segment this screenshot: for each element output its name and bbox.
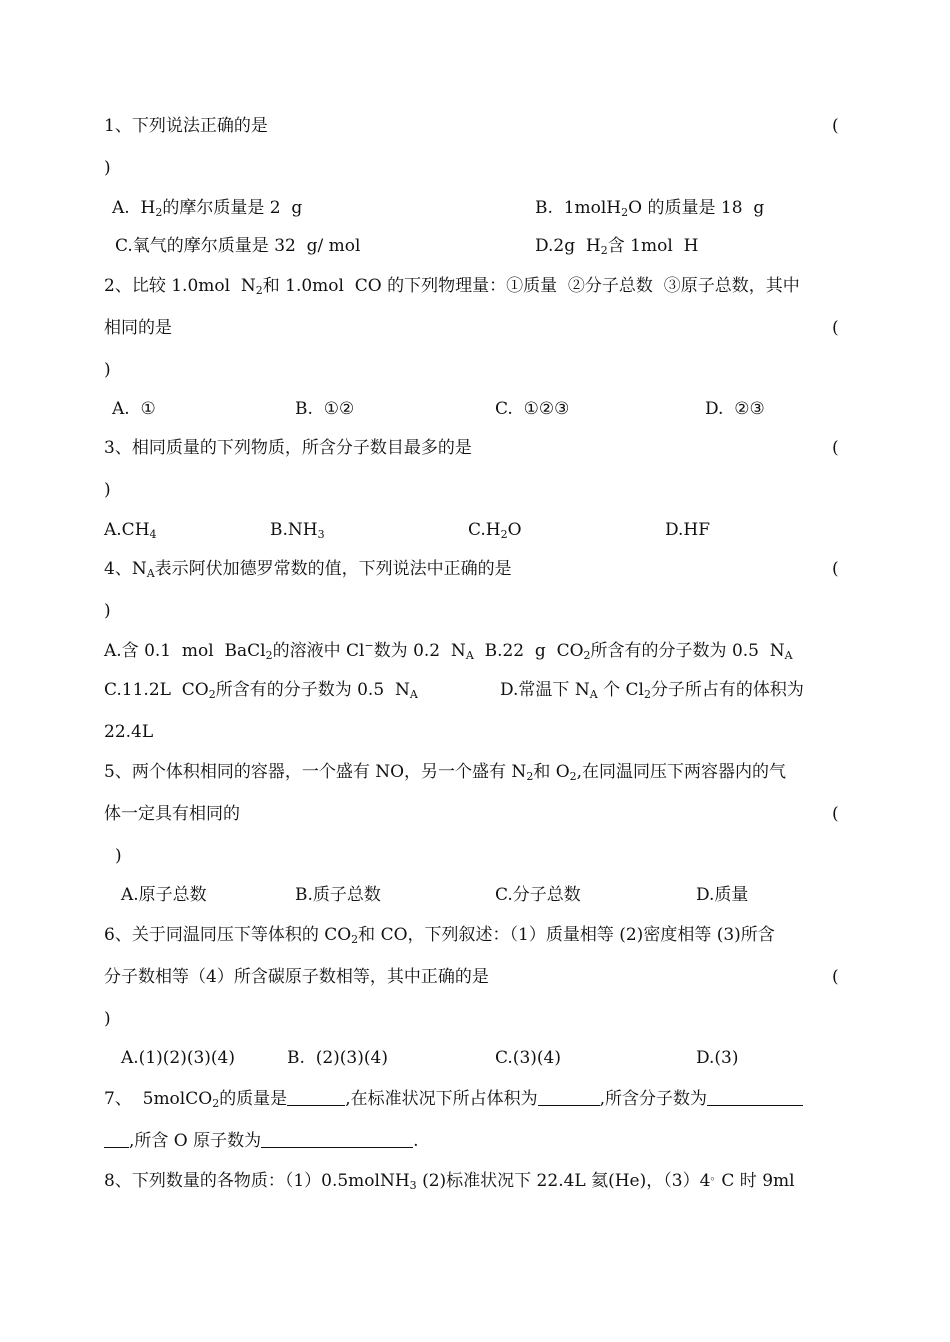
q1-option-b: B. 1molH$_2$O 的质量是 18 g bbox=[535, 198, 765, 219]
q1-option-c: C.氧气的摩尔质量是 32 g/ mol bbox=[115, 236, 361, 256]
q6-open-paren: ( bbox=[832, 967, 839, 987]
q3-option-c: $C.H_2O$ bbox=[468, 520, 522, 541]
q4-stem: 4、$N_A$表示阿伏加德罗常数的值，下列说法中正确的是 bbox=[104, 559, 512, 580]
q7-volume-blank[interactable] bbox=[538, 1089, 600, 1106]
q1-stem: 1、下列说法正确的是 bbox=[104, 116, 268, 136]
q2-option-c: C. ①②③ bbox=[495, 399, 570, 419]
q2-open-paren: ( bbox=[832, 318, 839, 338]
q7-line1: 7、 5molCO$_2$的质量是 ,在标准状况下所占体积为 ,所含分子数为 bbox=[104, 1088, 803, 1110]
q5-stem-line2: 体一定具有相同的 bbox=[104, 804, 240, 824]
q3-stem: 3、相同质量的下列物质，所含分子数目最多的是 bbox=[104, 438, 472, 458]
q1-option-d: D.2g $H_2$含 1mol H bbox=[535, 236, 699, 257]
q5-stem-line1: 5、两个体积相同的容器，一个盛有 NO，另一个盛有 $N_2$和 $O_2$,在同温同压下两容器内的气 bbox=[104, 762, 787, 783]
q1-close-paren: ) bbox=[104, 158, 111, 178]
q7-molecules-blank-cont[interactable] bbox=[104, 1131, 129, 1148]
q1-option-a: A. $H_2$的摩尔质量是 2 g bbox=[112, 198, 303, 219]
q5-close-paren: ) bbox=[115, 846, 122, 866]
q2-option-b: B. ①② bbox=[295, 399, 355, 419]
q4-options-ab: A.含 0.1 mol BaCl$_2$的溶液中 Cl−数为 0.2 $N_A$ B.22 g $CO_2$所含有的分子数为 0.5 $N_A$ bbox=[104, 639, 793, 662]
q5-option-a: A.原子总数 bbox=[121, 885, 207, 905]
q6-stem-line1: 6、关于同温同压下等体积的 $CO_2$和 CO，下列叙述：（1）质量相等 (2)密度相等 (3)所含 bbox=[104, 925, 775, 946]
q6-option-a: A.(1)(2)(3)(4) bbox=[121, 1048, 236, 1068]
q7-molecules-blank[interactable] bbox=[707, 1089, 803, 1106]
q6-option-d: D.(3) bbox=[696, 1048, 739, 1068]
q2-option-a: A. ① bbox=[112, 399, 156, 419]
q3-close-paren: ) bbox=[104, 480, 111, 500]
q2-stem-line1: 2、比较 1.0mol $N_2$和 1.0mol CO 的下列物理量：①质量 ②分子总数 ③原子总数，其中 bbox=[104, 276, 800, 297]
q2-option-d: D. ②③ bbox=[705, 399, 765, 419]
q6-option-b: B. (2)(3)(4) bbox=[287, 1048, 388, 1068]
q5-open-paren: ( bbox=[832, 804, 839, 824]
q5-option-c: C.分子总数 bbox=[495, 885, 581, 905]
q4-close-paren: ) bbox=[104, 601, 111, 621]
q7-oxygen-atoms-blank[interactable] bbox=[261, 1131, 413, 1148]
q4-open-paren: ( bbox=[832, 559, 839, 579]
q3-option-a: $A.CH_4$ bbox=[104, 520, 157, 541]
q3-option-b: $B.NH_3$ bbox=[270, 520, 325, 541]
q7-mass-blank[interactable] bbox=[287, 1089, 345, 1106]
q4-option-d-cont: 22.4L bbox=[104, 722, 154, 742]
q1-open-paren: ( bbox=[832, 116, 839, 136]
q3-option-d: D.HF bbox=[665, 520, 711, 540]
q8-line1: 8、下列数量的各物质：（1）0.5molNH$_3$ (2)标准状况下 22.4L 氦(He)，（3）4。C 时 9ml bbox=[104, 1169, 795, 1192]
q6-option-c: C.(3)(4) bbox=[495, 1048, 561, 1068]
q7-line2: ,所含 O 原子数为 . bbox=[104, 1130, 419, 1152]
q4-option-d: D.常温下 $N_A$ 个 $Cl_2$分子所占有的体积为 bbox=[500, 680, 804, 701]
q2-stem-line2: 相同的是 bbox=[104, 318, 172, 338]
q3-open-paren: ( bbox=[832, 438, 839, 458]
q5-option-b: B.质子总数 bbox=[295, 885, 381, 905]
q4-option-c: C.11.2L $CO_2$所含有的分子数为 0.5 $N_A$ bbox=[104, 680, 418, 701]
q6-close-paren: ) bbox=[104, 1009, 111, 1029]
q6-stem-line2: 分子数相等（4）所含碳原子数相等，其中正确的是 bbox=[104, 967, 489, 987]
q5-option-d: D.质量 bbox=[696, 885, 749, 905]
q2-close-paren: ) bbox=[104, 360, 111, 380]
